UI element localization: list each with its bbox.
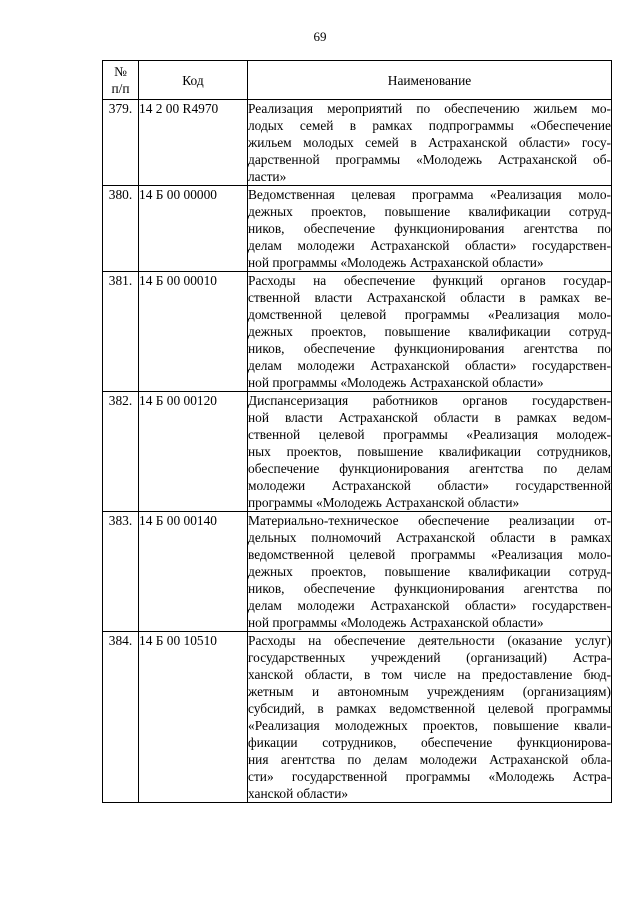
row-name-line: жетным и автономным учреждениям (организациям) (248, 684, 611, 699)
row-name-line: дежных проектов, повышение квалификации сотруд- (248, 204, 611, 219)
header-number-abbr: п/п (111, 81, 130, 96)
row-name-line: ведомственной целевой программы «Реализация моло- (248, 547, 611, 562)
row-name-line: делам молодежи Астраханской области» государствен- (248, 358, 611, 373)
table-row (103, 512, 612, 632)
row-name-line: ханской области» (248, 786, 349, 801)
header-name: Наименование (248, 61, 612, 100)
row-name-line: Реализация мероприятий по обеспечению жильем мо- (248, 101, 611, 116)
row-code: 14 2 00 R4970 (139, 100, 248, 186)
row-name-line: фикации сотрудников, обеспечение функционирова- (248, 735, 611, 750)
row-name-line: ханской области, в том числе на предоставление бюд- (248, 667, 611, 682)
table-row (103, 100, 612, 186)
row-name (248, 392, 612, 512)
row-name-line: Ведомственная целевая программа «Реализация моло- (248, 187, 611, 202)
row-name-line: ников, обеспечение функционирования агентства по (248, 221, 611, 236)
row-name-line: обеспечение функционирования агентства по делам (248, 461, 611, 476)
row-name-line: «Реализация молодежных проектов, повышение квали- (248, 718, 611, 733)
row-code: 14 Б 00 00000 (139, 186, 248, 272)
row-number: 383. (103, 512, 139, 632)
row-name-line: молодежи Астраханской области» государственной (248, 478, 611, 493)
row-name-line: сти» государственной программы «Молодежь Астра- (248, 769, 611, 784)
table-row (103, 272, 612, 392)
row-name-line: ной программы «Молодежь Астраханской области» (248, 375, 544, 390)
row-name-line: государственных учреждений (организаций) Астра- (248, 650, 611, 665)
row-name (248, 272, 612, 392)
row-code: 14 Б 00 00010 (139, 272, 248, 392)
row-name-line: дельных полномочий Астраханской области в рамках (248, 530, 611, 545)
header-code: Код (139, 61, 248, 100)
row-name (248, 186, 612, 272)
row-code: 14 Б 00 00140 (139, 512, 248, 632)
row-name (248, 512, 612, 632)
row-name-line: домственной целевой программы «Реализация моло- (248, 307, 611, 322)
row-number: 382. (103, 392, 139, 512)
row-name-line: Диспансеризация работников органов государствен- (248, 393, 611, 408)
row-name-line: программы «Молодежь Астраханской области» (248, 495, 520, 510)
row-number: 380. (103, 186, 139, 272)
row-name-line: ников, обеспечение функционирования агентства по (248, 341, 611, 356)
header-number-sign: № (114, 64, 127, 79)
row-number: 379. (103, 100, 139, 186)
row-name-line: ных проектов, повышение квалификации сотрудников, (248, 444, 611, 459)
table-row (103, 632, 612, 803)
row-name (248, 100, 612, 186)
row-name-line: делам молодежи Астраханской области» государствен- (248, 598, 611, 613)
row-number: 384. (103, 632, 139, 803)
row-name-line: Расходы на обеспечение деятельности (оказание услуг) (248, 633, 611, 648)
row-name-line: дежных проектов, повышение квалификации сотруд- (248, 324, 611, 339)
row-name-line: ников, обеспечение функционирования агентства по (248, 581, 611, 596)
row-name-line: дарственной программы «Молодежь Астраханской об- (248, 152, 611, 167)
row-name-line: ственной власти Астраханской области в рамках ве- (248, 290, 611, 305)
row-name-line: лодых семей в рамках подпрограммы «Обеспечение (248, 118, 611, 133)
row-name-line: ласти» (248, 169, 287, 184)
row-name-line: ния агентства по делам молодежи Астраханской обла- (248, 752, 611, 767)
row-name-line: ной программы «Молодежь Астраханской области» (248, 615, 544, 630)
page-number: 69 (313, 29, 327, 44)
header-number (103, 61, 139, 100)
row-code: 14 Б 00 00120 (139, 392, 248, 512)
row-name-line: субсидий, в рамках ведомственной целевой программы (248, 701, 611, 716)
row-name-line: ной власти Астраханской области в рамках ведом- (248, 410, 611, 425)
row-name-line: жильем молодых семей в Астраханской области» госу- (248, 135, 611, 150)
row-code: 14 Б 00 10510 (139, 632, 248, 803)
row-name-line: ственной целевой программы «Реализация молодеж- (248, 427, 611, 442)
budget-code-table (102, 60, 612, 803)
row-name-line: ной программы «Молодежь Астраханской области» (248, 255, 544, 270)
table-row (103, 392, 612, 512)
table-row (103, 186, 612, 272)
row-name-line: Материально-техническое обеспечение реализации от- (248, 513, 611, 528)
table-header-row (103, 61, 612, 100)
row-name-line: дежных проектов, повышение квалификации сотруд- (248, 564, 611, 579)
row-name-line: Расходы на обеспечение функций органов государ- (248, 273, 611, 288)
row-name (248, 632, 612, 803)
row-number: 381. (103, 272, 139, 392)
row-name-line: делам молодежи Астраханской области» государствен- (248, 238, 611, 253)
